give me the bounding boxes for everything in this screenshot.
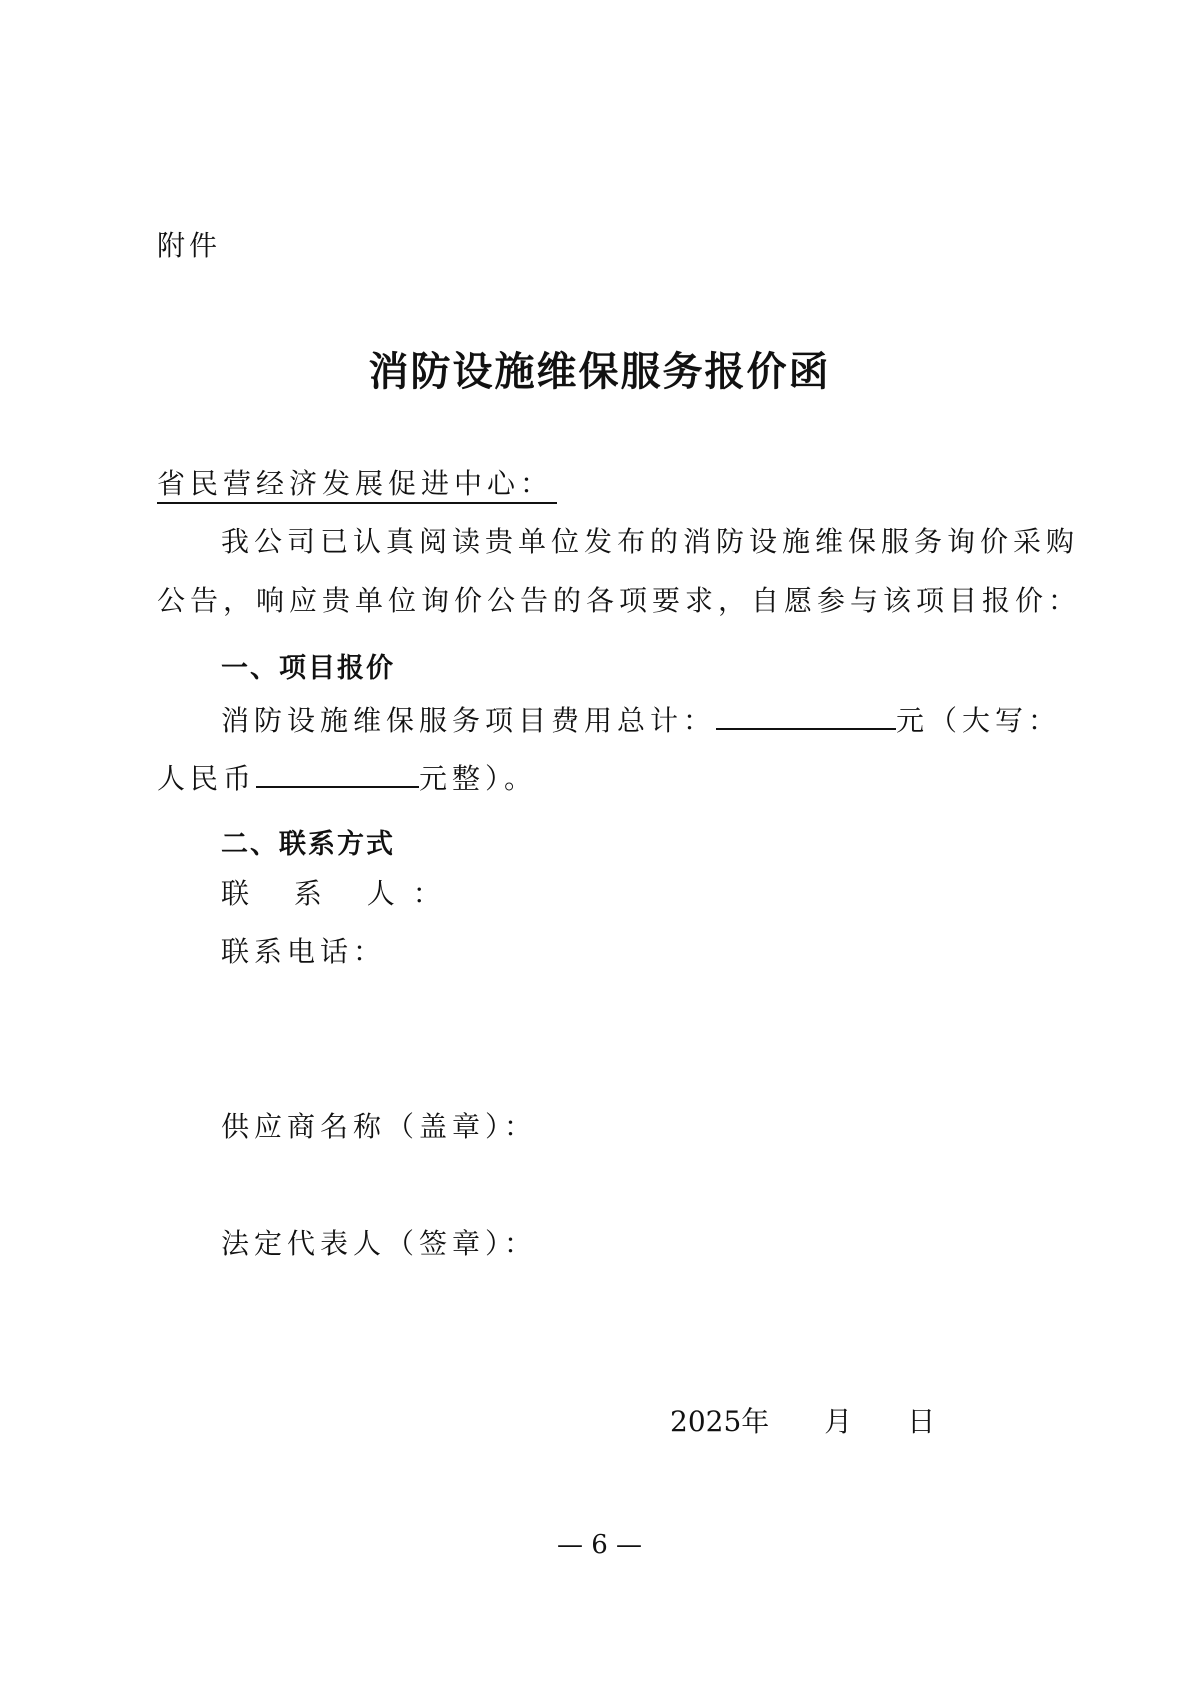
total-fee-label: 消防设施维保服务项目费用总计： <box>221 704 717 737</box>
rmb-suffix: 元整）。 <box>419 762 538 795</box>
legal-representative-signature-label: 法定代表人（签章）： <box>221 1227 538 1260</box>
contact-phone-label: 联系电话： <box>221 935 387 968</box>
total-fee-line <box>221 706 1061 735</box>
document-title: 消防设施维保服务报价函 <box>368 348 831 395</box>
contact-person-line <box>221 877 459 910</box>
date-line <box>670 1400 935 1440</box>
intro-paragraph-line-2: 公告，响应贵单位询价公告的各项要求，自愿参与该项目报价： <box>157 584 1082 617</box>
rmb-prefix: 人民币 <box>157 762 257 795</box>
date-month: 月 <box>824 1405 853 1438</box>
total-fee-blank[interactable] <box>716 706 896 730</box>
rmb-uppercase-line <box>157 764 537 793</box>
recipient: 省民营经济发展促进中心： <box>157 470 557 504</box>
page-number: — 6 — <box>556 1530 643 1560</box>
date-day: 日 <box>907 1405 936 1438</box>
attachment-label: 附件 <box>157 229 222 262</box>
date-year: 2025年 <box>670 1405 770 1438</box>
supplier-name-seal-label: 供应商名称（盖章）： <box>221 1110 538 1143</box>
rmb-uppercase-blank[interactable] <box>256 764 419 788</box>
contact-person-label: 联 系 人： <box>221 877 459 910</box>
section-heading-quote: 一、项目报价 <box>221 653 395 684</box>
intro-paragraph-line-1: 我公司已认真阅读贵单位发布的消防设施维保服务询价采购 <box>221 525 1080 558</box>
section-heading-contact: 二、联系方式 <box>221 829 395 860</box>
total-fee-suffix: 元（大写： <box>896 704 1062 737</box>
contact-phone-line <box>221 935 387 968</box>
